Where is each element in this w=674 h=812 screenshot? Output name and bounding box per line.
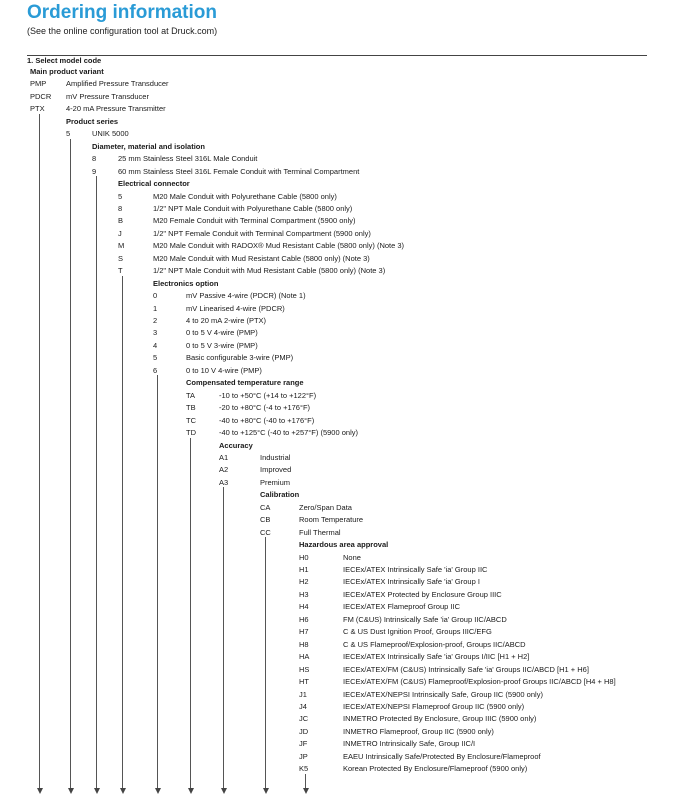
option-description: -20 to +80°C (-4 to +176°F) <box>219 403 311 413</box>
option-description: 0 to 10 V 4-wire (PMP) <box>186 365 262 375</box>
option-description: 1/2" NPT Male Conduit with Polyurethane Cable (5800 only) <box>153 203 353 213</box>
option-code: 5 <box>153 353 158 363</box>
guide-line-calibration <box>265 537 266 788</box>
option-description: mV Passive 4-wire (PDCR) (Note 1) <box>186 291 306 301</box>
option-description: IECEx/ATEX/NEPSI Flameproof Group IIC (5900 only) <box>343 701 525 711</box>
option-code: CA <box>260 502 271 512</box>
option-code: 4 <box>153 340 158 350</box>
option-description: INMETRO Intrinsically Safe, Group IIC/I <box>343 739 476 749</box>
down-arrow-icon <box>221 788 227 794</box>
guide-line-hazardous <box>305 774 306 788</box>
down-arrow-icon <box>188 788 194 794</box>
guide-line-series <box>70 139 71 788</box>
option-description: Industrial <box>260 452 291 462</box>
option-description: UNIK 5000 <box>92 129 129 139</box>
option-description: Premium <box>260 477 291 487</box>
option-description: Full Thermal <box>299 527 341 537</box>
option-code: HA <box>299 652 310 662</box>
option-description: 1/2" NPT Female Conduit with Terminal Compartment (5900 only) <box>153 228 371 238</box>
page-subtitle: (See the online configuration tool at Druck.com) <box>27 26 218 36</box>
option-code: T <box>118 266 123 276</box>
option-description: C & US Dust Ignition Proof, Groups IIIC/EFG <box>343 627 492 637</box>
option-code: CB <box>260 515 271 525</box>
guide-line-connector <box>122 276 123 788</box>
option-code: TD <box>186 428 196 438</box>
option-description: -40 to +80°C (-40 to +176°F) <box>219 415 315 425</box>
option-code: 2 <box>153 316 158 325</box>
option-description: M20 Female Conduit with Terminal Compartment (5900 only) <box>153 216 356 226</box>
option-code: TB <box>186 403 196 413</box>
option-description: IECEx/ATEX/FM (C&US) Flameproof/Explosion-proof Groups IIC/ABCD [H4 + H8] <box>343 677 616 687</box>
down-arrow-icon <box>120 788 126 794</box>
option-code: H1 <box>299 565 309 574</box>
down-arrow-icon <box>155 788 161 794</box>
option-description: IECEx/ATEX/NEPSI Intrinsically Safe, Group IIC (5900 only) <box>343 689 543 699</box>
option-description: None <box>343 552 361 562</box>
option-code: 5 <box>66 129 71 139</box>
step-label: 1. Select model code <box>27 56 102 65</box>
option-code: H4 <box>299 602 309 612</box>
option-code: PMP <box>30 79 47 89</box>
option-code: PTX <box>30 104 45 114</box>
option-code: JD <box>299 726 309 736</box>
option-code: B <box>118 216 124 226</box>
down-arrow-icon <box>263 788 269 794</box>
option-code: J1 <box>299 689 307 699</box>
option-code: PDCR <box>30 91 52 101</box>
option-description: M20 Male Conduit with Mud Resistant Cable (5800 only) (Note 3) <box>153 253 370 263</box>
option-description: -40 to +125°C (-40 to +257°F) (5900 only) <box>219 428 358 438</box>
option-description: Basic configurable 3-wire (PMP) <box>186 353 294 363</box>
option-code: 5 <box>118 191 123 201</box>
option-code: TC <box>186 415 196 425</box>
option-description: Improved <box>260 465 292 475</box>
option-description: 1/2" NPT Male Conduit with Mud Resistant Cable (5800 only) (Note 3) <box>153 266 386 276</box>
option-description: IECEx/ATEX Flameproof Group IIC <box>343 602 460 612</box>
option-description: INMETRO Flameproof, Group IIC (5900 only) <box>343 726 494 736</box>
option-description: FM (C&US) Intrinsically Safe 'ia' Group IIC/ABCD <box>343 614 507 624</box>
option-description: IECEx/ATEX Intrinsically Safe 'ia' Group IIC <box>343 565 488 574</box>
option-code: H6 <box>299 614 309 624</box>
section-heading-diameter: Diameter, material and isolation <box>92 141 205 151</box>
option-code: A2 <box>219 465 229 475</box>
option-code: J <box>118 228 122 238</box>
down-arrow-icon <box>303 788 309 794</box>
option-code: 0 <box>153 291 158 301</box>
option-code: 6 <box>153 365 158 375</box>
option-description: Amplified Pressure Transducer <box>66 79 169 89</box>
option-description: 4 to 20 mA 2-wire (PTX) <box>186 316 267 325</box>
option-description: M20 Male Conduit with Polyurethane Cable (5800 only) <box>153 191 337 201</box>
guide-line-diameter <box>96 176 97 788</box>
option-description: Room Temperature <box>299 515 364 525</box>
option-code: H7 <box>299 627 309 637</box>
section-divider <box>27 55 647 56</box>
option-code: H3 <box>299 589 309 599</box>
option-code: 8 <box>118 203 123 213</box>
down-arrow-icon <box>37 788 43 794</box>
option-code: H0 <box>299 552 309 562</box>
option-code: H8 <box>299 639 309 649</box>
option-code: A1 <box>219 452 229 462</box>
option-code: M <box>118 241 125 251</box>
option-code: H2 <box>299 577 309 587</box>
option-code: CC <box>260 527 271 537</box>
down-arrow-icon <box>94 788 100 794</box>
option-code: 9 <box>92 166 97 176</box>
option-code: J4 <box>299 701 307 711</box>
section-heading-hazardous: Hazardous area approval <box>299 540 389 550</box>
option-code: JF <box>299 739 308 749</box>
option-code: TA <box>186 390 196 400</box>
option-description: mV Linearised 4-wire (PDCR) <box>186 303 285 313</box>
option-code: JC <box>299 714 309 724</box>
option-description: INMETRO Protected By Enclosure, Group IIIC (5900 only) <box>343 714 537 724</box>
option-description: C & US Flameproof/Explosion-proof, Groups IIC/ABCD <box>343 639 526 649</box>
option-description: IECEx/ATEX Protected by Enclosure Group IIIC <box>343 589 502 599</box>
option-code: 3 <box>153 328 158 338</box>
section-heading-temperature: Compensated temperature range <box>186 378 304 388</box>
guide-line-variant <box>39 114 40 788</box>
option-description: IECEx/ATEX Intrinsically Safe 'ia' Groups I/IIC [H1 + H2] <box>343 652 530 662</box>
section-heading-calibration: Calibration <box>260 490 300 500</box>
option-description: 60 mm Stainless Steel 316L Female Conduit with Terminal Compartment <box>118 166 360 176</box>
down-arrow-icon <box>68 788 74 794</box>
section-heading-connector: Electrical connector <box>118 179 190 189</box>
option-description: 0 to 5 V 4-wire (PMP) <box>186 328 258 338</box>
option-description: mV Pressure Transducer <box>66 91 149 101</box>
option-code: HT <box>299 677 309 687</box>
option-code: HS <box>299 664 310 674</box>
section-heading-series: Product series <box>66 116 119 126</box>
option-description: Zero/Span Data <box>299 502 352 512</box>
guide-line-temperature <box>190 438 191 789</box>
section-heading-accuracy: Accuracy <box>219 440 253 450</box>
option-code: 8 <box>92 154 97 164</box>
section-heading-variant: Main product variant <box>30 67 104 76</box>
option-description: -10 to +50°C (+14 to +122°F) <box>219 390 317 400</box>
section-heading-electronics: Electronics option <box>153 278 219 288</box>
option-description: 25 mm Stainless Steel 316L Male Conduit <box>118 154 258 164</box>
option-description: M20 Male Conduit with RADOX® Mud Resistant Cable (5800 only) (Note 3) <box>153 241 405 251</box>
option-code: K5 <box>299 764 309 774</box>
option-description: 0 to 5 V 3-wire (PMP) <box>186 340 258 350</box>
option-code: JP <box>299 751 308 761</box>
option-description: 4-20 mA Pressure Transmitter <box>66 104 166 114</box>
option-description: EAEU Intrinsically Safe/Protected By Enclosure/Flameproof <box>343 751 541 761</box>
option-code: 1 <box>153 303 158 313</box>
option-code: S <box>118 253 124 263</box>
option-description: Korean Protected By Enclosure/Flameproof (5900 only) <box>343 764 528 774</box>
guide-line-electronics <box>157 375 158 788</box>
option-description: IECEx/ATEX/FM (C&US) Intrinsically Safe 'ia' Groups IIC/ABCD [H1 + H6] <box>343 664 589 674</box>
option-code: A3 <box>219 477 229 487</box>
page-title: Ordering information <box>27 2 217 23</box>
option-description: IECEx/ATEX Intrinsically Safe 'ia' Group I <box>343 577 480 587</box>
guide-line-accuracy <box>223 487 224 788</box>
